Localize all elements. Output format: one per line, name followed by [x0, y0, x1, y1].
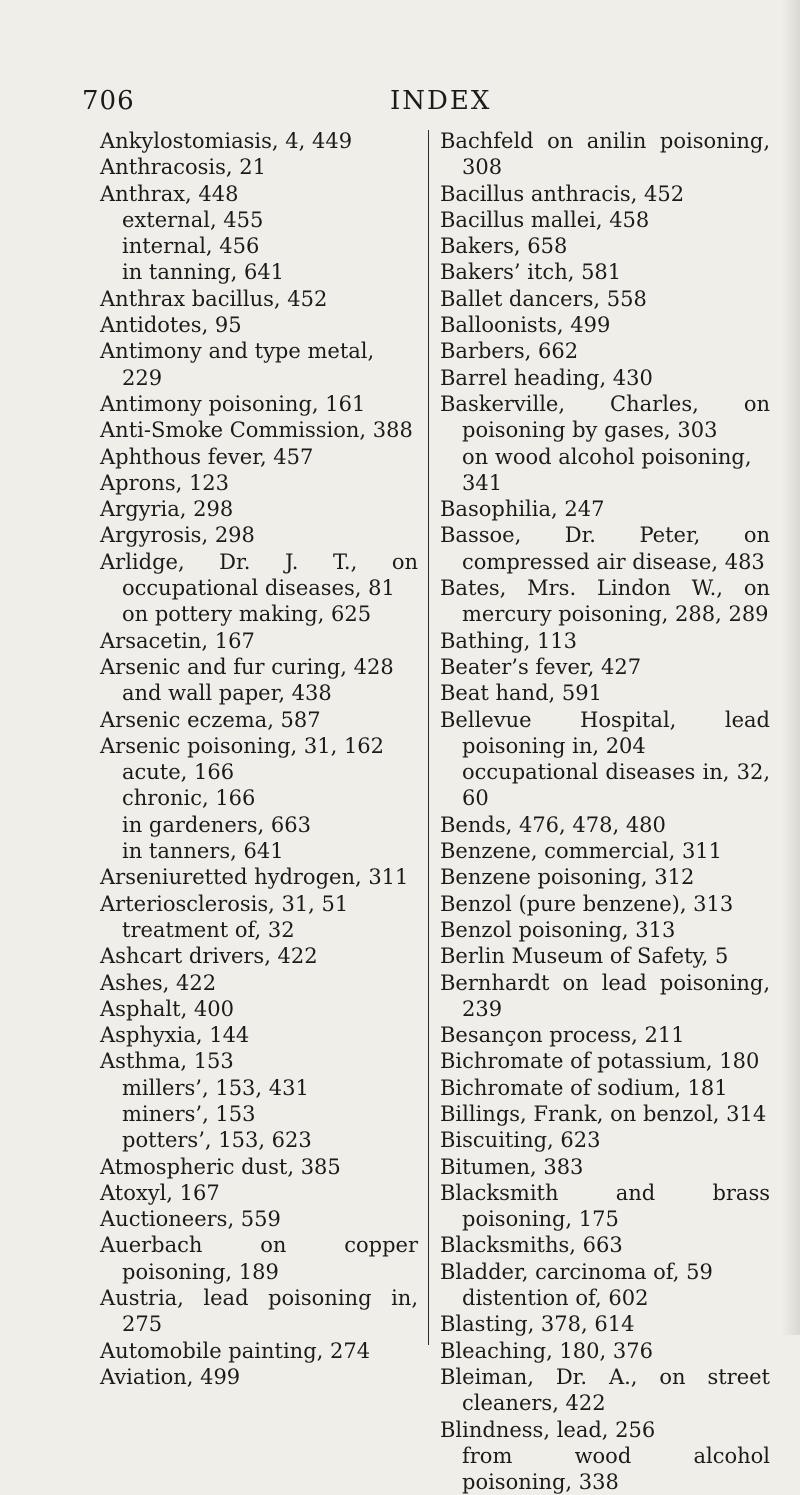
index-entry: Baskerville, Charles, on poisoning by gases, 303	[440, 391, 770, 443]
page-number: 706	[82, 86, 135, 116]
index-entry: Arsenic poisoning, 31, 162	[100, 733, 385, 758]
index-entry: Bates, Mrs. Lindon W., on mercury poisoning, 288, 289	[440, 576, 770, 627]
index-entry: Benzene poisoning, 312	[440, 865, 695, 890]
index-entry: Asphyxia, 144	[100, 1023, 250, 1048]
index-subentry: internal, 456	[122, 234, 260, 259]
index-entry: Blacksmith and brass poisoning, 175	[440, 1180, 770, 1232]
index-entry: Blindness, lead, 256	[440, 1417, 656, 1442]
index-entry: Beater’s fever, 427	[440, 654, 642, 679]
index-entry: Austria, lead poisoning in, 275	[100, 1286, 418, 1337]
index-subentry: treatment of, 32	[122, 917, 295, 942]
index-entry: Bakers’ itch, 581	[440, 260, 622, 285]
index-entry: Anti-Smoke Commission, 388	[100, 418, 413, 443]
index-entry: Antimony and type metal, 229	[100, 339, 375, 390]
index-subentry: in gardeners, 663	[122, 812, 311, 837]
index-entry: Arsacetin, 167	[100, 628, 255, 653]
index-entry: Bleiman, Dr. A., on street cleaners, 422	[440, 1364, 770, 1416]
index-entry: Auctioneers, 559	[100, 1207, 281, 1232]
index-entry: Ashcart drivers, 422	[100, 944, 318, 969]
index-entry: Arteriosclerosis, 31, 51	[100, 891, 349, 916]
index-entry: Bacillus mallei, 458	[440, 207, 650, 232]
index-subentry: distention of, 602	[462, 1286, 649, 1311]
page-header	[0, 86, 800, 116]
index-entry: Berlin Museum of Safety, 5	[440, 944, 729, 969]
index-entry: Biscuiting, 623	[440, 1128, 601, 1153]
index-entry: Bladder, carcinoma of, 59	[440, 1259, 713, 1284]
index-entry: Bacillus anthracis, 452	[440, 181, 685, 206]
index-entry: Aphthous fever, 457	[100, 444, 314, 469]
index-entry: Bathing, 113	[440, 628, 578, 653]
index-entry: Beat hand, 591	[440, 681, 602, 706]
index-entry: Auerbach on copper poisoning, 189	[100, 1233, 418, 1284]
index-entry: Anthracosis, 21	[100, 155, 266, 180]
index-entry: Argyria, 298	[100, 497, 234, 522]
index-entry: Argyrosis, 298	[100, 523, 255, 548]
index-entry: Bellevue Hospital, lead poisoning in, 204	[440, 707, 770, 758]
index-subentry: acute, 166	[122, 760, 235, 785]
index-entry: Aviation, 499	[100, 1364, 241, 1389]
index-entry: Bends, 476, 478, 480	[440, 812, 666, 837]
column-divider	[428, 130, 429, 1345]
index-entry: Bichromate of sodium, 181	[440, 1075, 728, 1100]
index-entry: Bernhardt on lead poisoning, 239	[440, 970, 770, 1021]
index-subentry: potters’, 153, 623	[122, 1128, 312, 1153]
index-entry: Antidotes, 95	[100, 313, 242, 338]
index-entry: Ashes, 422	[100, 970, 217, 995]
index-entry: Aprons, 123	[100, 470, 230, 495]
index-subentry: from wood alcohol poisoning, 338	[462, 1443, 770, 1495]
index-subentry: millers’, 153, 431	[122, 1075, 309, 1100]
index-entry: Benzene, commercial, 311	[440, 839, 723, 864]
index-entry: Bleaching, 180, 376	[440, 1338, 653, 1363]
index-entry: Benzol (pure benzene), 313	[440, 891, 734, 916]
index-column-right	[440, 128, 770, 1495]
index-entry: Blasting, 378, 614	[440, 1312, 635, 1337]
index-entry: Barrel heading, 430	[440, 365, 653, 390]
index-subentry: on pottery making, 625	[122, 602, 372, 627]
index-subentry: chronic, 166	[122, 786, 256, 811]
index-subentry: occupational diseases in, 32, 60	[462, 760, 770, 811]
index-entry: Atoxyl, 167	[100, 1180, 220, 1205]
index-entry: Asthma, 153	[100, 1049, 234, 1074]
index-entry: Automobile painting, 274	[100, 1338, 371, 1363]
index-entry: Anthrax bacillus, 452	[100, 286, 328, 311]
index-subentry: in tanners, 641	[122, 839, 284, 864]
index-entry: Ankylostomiasis, 4, 449	[100, 129, 353, 153]
index-subentry: miners’, 153	[122, 1101, 256, 1126]
index-entry: Bakers, 658	[440, 234, 568, 259]
index-entry: Basophilia, 247	[440, 497, 605, 522]
index-entry: Balloonists, 499	[440, 313, 611, 338]
index-entry: Benzol poisoning, 313	[440, 917, 676, 942]
index-entry: Antimony poisoning, 161	[100, 391, 366, 416]
index-entry: Ballet dancers, 558	[440, 286, 647, 311]
index-column-left	[100, 128, 418, 1390]
index-entry: Bassoe, Dr. Peter, on compressed air disease, 483	[440, 523, 770, 574]
index-entry: Asphalt, 400	[100, 996, 235, 1021]
index-entry: Arseniuretted hydrogen, 311	[100, 865, 409, 890]
index-entry: Besançon process, 211	[440, 1023, 685, 1048]
index-entry: Blacksmiths, 663	[440, 1233, 623, 1258]
running-title: INDEX	[390, 86, 492, 116]
index-entry: Arsenic and fur curing, 428	[100, 654, 394, 679]
index-entry: Arlidge, Dr. J. T., on occupational diseases, 81	[100, 549, 418, 601]
index-entry: Arsenic eczema, 587	[100, 707, 321, 732]
index-entry: Billings, Frank, on benzol, 314	[440, 1101, 767, 1126]
index-subentry: on wood alcohol poisoning, 341	[462, 444, 752, 495]
index-entry: Anthrax, 448	[100, 181, 239, 206]
page-edge-shadow	[782, 0, 800, 1335]
index-entry: Barbers, 662	[440, 339, 579, 364]
index-entry: Bitumen, 383	[440, 1154, 584, 1179]
index-subentry: in tanning, 641	[122, 260, 285, 285]
index-entry: Bichromate of potassium, 180	[440, 1049, 760, 1074]
index-subentry: external, 455	[122, 207, 264, 232]
index-entry: Bachfeld on anilin poisoning, 308	[440, 129, 770, 180]
index-subentry: and wall paper, 438	[122, 681, 332, 706]
index-entry: Atmospheric dust, 385	[100, 1154, 341, 1179]
